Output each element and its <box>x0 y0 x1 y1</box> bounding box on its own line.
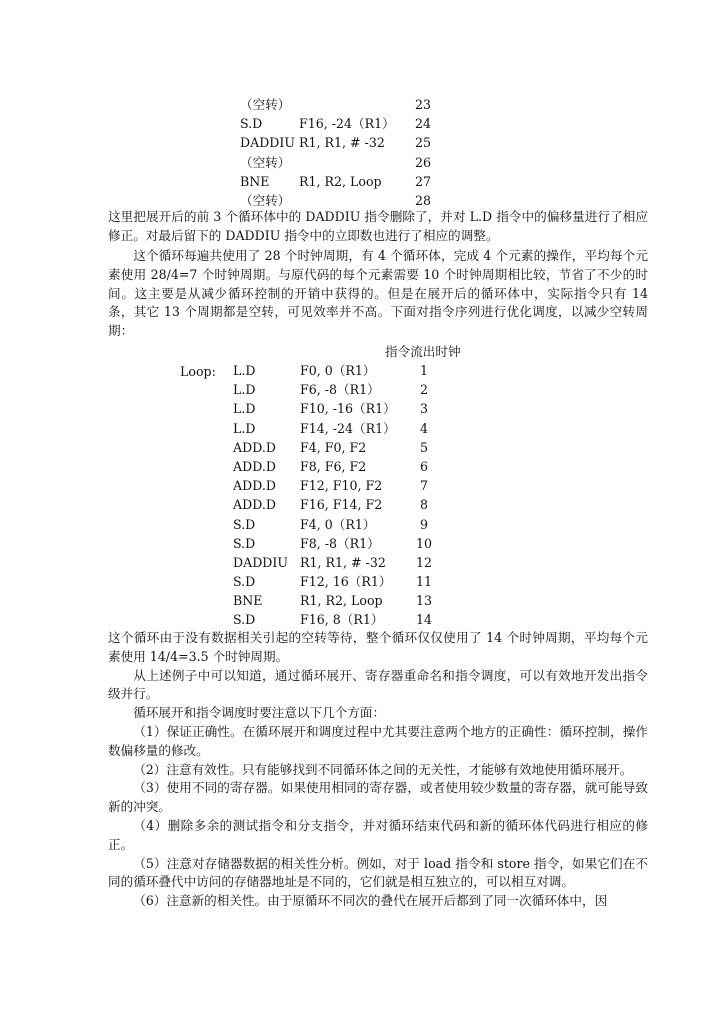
code-line <box>233 399 453 418</box>
clock-cycle: 23 <box>414 97 432 112</box>
clock-cycle: 7 <box>419 478 428 494</box>
clock-column-header: 指令流出时钟 <box>385 344 461 359</box>
code-line <box>240 114 440 133</box>
clock-cycle: 2 <box>419 382 428 398</box>
instruction-opcode: S.D <box>240 116 263 132</box>
code-line <box>233 495 453 514</box>
code-line <box>233 515 453 534</box>
paragraph-deleted-daddiu <box>108 208 648 246</box>
instruction-operands: F4, F0, F2 <box>300 439 367 455</box>
instruction-opcode: ADD.D <box>233 458 276 474</box>
instruction-operands: R1, R2, Loop <box>299 173 382 189</box>
instruction-operands: F8, F6, F2 <box>300 458 367 474</box>
paragraph-text: （6）注意新的相关性。由于原循环不同次的叠代在展开后都到了同一次循环体中，因 <box>133 893 608 909</box>
clock-cycle: 3 <box>419 401 428 417</box>
code-line <box>233 457 453 476</box>
clock-cycle: 24 <box>414 116 432 132</box>
top-code-listing <box>240 95 440 210</box>
scheduled-code-listing <box>233 361 453 630</box>
code-line <box>240 133 440 152</box>
code-line <box>233 572 453 591</box>
code-line <box>240 172 440 191</box>
instruction-opcode: ADD.D <box>233 497 276 513</box>
paragraph-text: （4）删除多余的测试指令和分支指令，并对循环结束代码和新的循环体代码进行相应的修正。 <box>108 817 648 852</box>
paragraph-text: （3）使用不同的寄存器。如果使用相同的寄存器，或者使用较少数量的寄存器，就可能导致新的冲突。 <box>108 780 648 815</box>
instruction-opcode: L.D <box>233 382 256 398</box>
instruction-opcode: DADDIU <box>240 135 295 151</box>
clock-cycle: 25 <box>414 135 432 151</box>
clock-cycle: 1 <box>419 363 428 378</box>
clock-cycle: 8 <box>419 497 428 513</box>
instruction-opcode: L.D <box>233 363 256 378</box>
instruction-opcode: ADD.D <box>233 439 276 455</box>
code-line <box>240 153 440 172</box>
instruction-opcode: S.D <box>233 535 256 551</box>
instruction-operands: F16, -24（R1） <box>299 116 395 132</box>
code-line <box>233 476 453 495</box>
clock-cycle: 10 <box>415 535 433 551</box>
clock-cycle: 4 <box>419 420 428 436</box>
instruction-opcode: S.D <box>233 612 256 628</box>
instruction-operands: F12, F10, F2 <box>300 478 383 494</box>
code-line <box>233 534 453 553</box>
instruction-operands: F12, 16（R1） <box>300 574 392 590</box>
code-line <box>233 591 453 610</box>
paragraph-cycle-analysis <box>108 247 648 341</box>
paragraph-text: 这里把展开后的前 3 个循环体中的 DADDIU 指令删除了，并对 L.D 指令中的偏移量进行了相应修正。对最后留下的 DADDIU 指令中的立即数也进行了相应的调整。 <box>108 209 648 243</box>
clock-cycle: 27 <box>414 173 432 189</box>
instruction-operands: R1, R2, Loop <box>300 593 383 609</box>
instruction-opcode: BNE <box>233 593 263 609</box>
code-line <box>233 553 453 572</box>
paragraph-text: 这个循环每遍共使用了 28 个时钟周期，有 4 个循环体，完成 4 个元素的操作，平均每个元素使用 28/4=7 个时钟周期。与原代码的每个元素需要 10 个时钟周期相比较，节省了不少的时间。这主要是从减少循环控制的开销中获得的。但是在展开后的循环体中，实际指令只有 14 条，其它 13 个周期都是空转，可见效率并不高。下面对指令序列进行优化调度，以减少空转周期： <box>108 248 648 339</box>
instruction-operands: R1, R1, # -32 <box>300 554 386 570</box>
clock-cycle: 12 <box>415 554 433 570</box>
clock-cycle: 14 <box>415 612 433 628</box>
clock-cycle: 6 <box>419 458 428 474</box>
paragraph-text: 这个循环由于没有数据相关引起的空转等待，整个循环仅仅使用了 14 个时钟周期，平均每个元素使用 14/4=3.5 个时钟周期。 <box>108 630 648 664</box>
instruction-opcode: DADDIU <box>233 554 288 570</box>
paragraph-text: 循环展开和指令调度时要注意以下几个方面： <box>133 705 386 721</box>
instruction-operands: R1, R1, # -32 <box>299 135 385 151</box>
instruction-opcode: BNE <box>240 173 270 189</box>
code-line <box>240 95 440 114</box>
instruction-opcode: L.D <box>233 420 256 436</box>
loop-label: Loop: <box>180 364 216 379</box>
instruction-operands: F8, -8（R1） <box>300 535 380 551</box>
clock-cycle: 13 <box>415 593 433 609</box>
instruction-opcode: S.D <box>233 574 256 590</box>
instruction-opcode: （空转） <box>240 154 291 170</box>
instruction-operands: F0, 0（R1） <box>300 363 376 378</box>
instruction-opcode: S.D <box>233 516 256 532</box>
instruction-operands: F16, 8（R1） <box>300 612 384 628</box>
clock-cycle: 9 <box>419 516 428 532</box>
paragraph-text: （1）保证正确性。在循环展开和调度过程中尤其要注意两个地方的正确性：循环控制，操作数偏移量的修改。 <box>108 723 648 758</box>
instruction-operands: F16, F14, F2 <box>300 497 383 513</box>
code-line <box>233 361 453 380</box>
code-line <box>233 438 453 457</box>
instruction-opcode: （空转） <box>240 192 291 208</box>
code-line <box>233 419 453 438</box>
paragraph-text: 从上述例子中可以知道，通过循环展开、寄存器重命名和指令调度，可以有效地开发出指令级并行。 <box>108 667 648 702</box>
instruction-operands: F14, -24（R1） <box>300 420 396 436</box>
paragraph-text: （2）注意有效性。只有能够找到不同循环体之间的无关性，才能够有效地使用循环展开。 <box>133 761 633 777</box>
clock-cycle: 5 <box>419 439 428 455</box>
code-line <box>233 610 453 629</box>
lower-paragraphs <box>108 629 648 911</box>
instruction-opcode: （空转） <box>240 97 291 112</box>
instruction-operands: F6, -8（R1） <box>300 382 380 398</box>
clock-cycle: 26 <box>414 154 432 170</box>
clock-cycle: 28 <box>414 192 432 208</box>
paragraph-text: （5）注意对存储器数据的相关性分析。例如，对于 load 指令和 store 指令，如果它们在不同的循环叠代中访问的存储器地址是不同的，它们就是相互独立的，可以相互对调。 <box>108 855 648 890</box>
instruction-opcode: ADD.D <box>233 478 276 494</box>
instruction-operands: F4, 0（R1） <box>300 516 376 532</box>
clock-cycle: 11 <box>415 574 433 590</box>
instruction-operands: F10, -16（R1） <box>300 401 396 417</box>
instruction-opcode: L.D <box>233 401 256 417</box>
code-line <box>233 380 453 399</box>
